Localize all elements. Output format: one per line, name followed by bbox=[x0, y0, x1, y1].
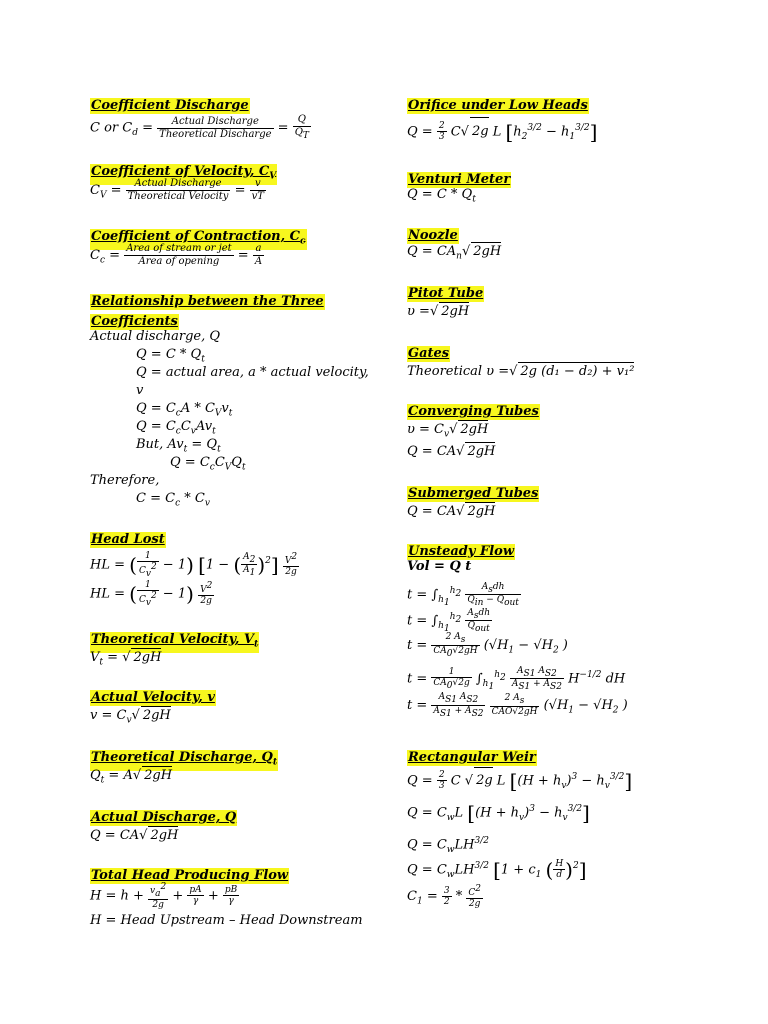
heading: Total Head Producing Flow bbox=[91, 868, 289, 883]
section-rectangular-weir bbox=[407, 746, 537, 766]
formula-venturi: $Q = C * Q_t$ bbox=[407, 187, 476, 205]
formula-head-lost-2: HL = ( $\frac{1}{C_v^2}$ − 1) $\frac{V^2}{2g}$ bbox=[90, 580, 213, 608]
text-line: $Q = C_cC_VQ_t$ bbox=[170, 455, 246, 473]
heading: Coefficient of Contraction, $C_c$ bbox=[90, 229, 307, 250]
heading: Coefficient of Velocity, $C_V$ bbox=[90, 164, 277, 185]
heading: Coefficient Discharge bbox=[91, 98, 249, 113]
heading: Coefficients bbox=[91, 314, 178, 329]
section-converging-tubes bbox=[407, 400, 540, 420]
formula-converging-2: Q = CA√ 2gH bbox=[407, 444, 496, 459]
formula-head-lost-1: HL = ( $\frac{1}{C_v^2}$ − 1) [1 − ( $\frac{A_2}{A_1}$ )$^2$] $\frac{V^2}{2g}$ bbox=[90, 550, 298, 579]
section-pitot-tube bbox=[407, 282, 484, 302]
formula-unsteady-3: t = $\frac{2 A_s}{CA_0√2gH}$ ($√H_1 - √H_2$ ) bbox=[407, 632, 568, 659]
formula-unsteady-2: $t = \int_{h_1}^{h_2}$ $\frac{A_sdh}{Q_{out}}$ bbox=[407, 607, 491, 635]
formula-coefficient-velocity: $C_V$ = $\frac{\text{Actual Discharge}}{\text{Theoretical Velocity}}$ = $\frac{v}{vT}$ bbox=[90, 178, 264, 202]
section-submerged-tubes bbox=[407, 482, 539, 502]
heading: Gates bbox=[408, 346, 450, 361]
formula-unsteady-5: t = $\frac{A_{S1} A_{S2}}{A_{S1} + A_{S2}}$ $\frac{2 A_s}{\text{CAO√2gH}}$ ($√H_1 - √H_2$ ) bbox=[407, 692, 628, 719]
text-line: $Q = C_cC_vAv_t$ bbox=[136, 419, 216, 437]
heading: Relationship between the Three bbox=[91, 294, 324, 309]
formula-submerged: Q = CA√ 2gH bbox=[407, 504, 496, 519]
section-relationship bbox=[90, 290, 325, 330]
text-line: $Q = C_cA * C_Vv_t$ bbox=[136, 401, 233, 419]
formula-coefficient-contraction: $C_c$ = $\frac{\text{Area of stream or jet}}{\text{Area of opening}}$ = $\frac{a}{A}$ bbox=[90, 243, 263, 267]
section-head-lost bbox=[90, 528, 166, 548]
heading: Unsteady Flow bbox=[408, 544, 515, 559]
heading: Actual Velocity, v bbox=[91, 690, 215, 705]
formula-weir-5: $C_1$ = $\frac{3}{2}$ * $\frac{C^2}{2g}$ bbox=[407, 884, 481, 909]
text-line: Q = actual area, a * actual velocity, bbox=[136, 365, 369, 380]
formula-coefficient-discharge: C or $C_d$ = $\frac{\text{Actual Discharge}}{\text{Theoretical Discharge}}$ = $\frac{Q}{Q_T}$ bbox=[90, 114, 309, 141]
formula-unsteady-1: $t = \int_{h_1}^{h_2}$ $\frac{A_sdh}{Q_{in} - Q_{out}}$ bbox=[407, 581, 519, 609]
formula-gates: Theoretical υ =√ 2g (d₁ − d₂) + v₁² bbox=[407, 364, 635, 379]
heading: Actual Discharge, Q bbox=[91, 810, 237, 825]
text-line: $C = C_c * C_v$ bbox=[136, 491, 210, 509]
heading: Converging Tubes bbox=[408, 404, 539, 419]
formula-actual-discharge: Q = CA√ 2gH bbox=[90, 828, 179, 843]
heading: Rectangular Weir bbox=[408, 750, 536, 765]
heading: Theoretical Discharge, $Q_t$ bbox=[90, 750, 278, 771]
section-venturi-meter bbox=[407, 168, 511, 188]
section-coefficient-discharge bbox=[90, 94, 250, 114]
heading: Head Lost bbox=[91, 532, 165, 547]
heading: Noozle bbox=[408, 228, 458, 243]
formula-weir-2: $Q = C_wL$ $[(H + h_v)^3 - h_v^{3/2}]$ bbox=[407, 800, 590, 825]
text-line: $Q = C * Q_t$ bbox=[136, 347, 205, 365]
heading: Orifice under Low Heads bbox=[408, 98, 588, 113]
text-line: v bbox=[136, 383, 144, 398]
formula-noozle: $Q = CA_n√$ 2gH bbox=[407, 244, 502, 262]
section-actual-velocity bbox=[90, 686, 216, 706]
heading: Pitot Tube bbox=[408, 286, 484, 301]
formula-unsteady-vol: Vol = Q t bbox=[407, 559, 472, 574]
formula-total-head: H = h + $\frac{v_a^2}{2g}$ + $\frac{pA}{\gamma}$ + $\frac{pB}{\gamma}$ bbox=[90, 882, 238, 910]
formula-unsteady-4: t = $\frac{1}{CA_0√2g}$ $\int_{h_1}^{h_2}$ $\frac{A_{S1} A_{S2}}{A_{S1} + A_{S2}}$ $H^{-1/2}$ dH bbox=[407, 665, 626, 693]
formula-theoretical-discharge: $Q_t = A√$ 2gH bbox=[90, 768, 173, 786]
formula-theoretical-velocity: $V_t$ = √ 2gH bbox=[90, 650, 162, 668]
formula-weir-3: $Q = C_wLH^{3/2}$ bbox=[407, 836, 489, 855]
text-line: Actual discharge, Q bbox=[90, 329, 221, 344]
formula-weir-1: Q = $\frac{2}{3}$ C √ 2g L $[(H + h_v)^3 - h_v^{3/2}]$ bbox=[407, 768, 633, 793]
text-line: But, $Av_t = Q_t$ bbox=[136, 437, 221, 455]
text-line: Therefore, bbox=[90, 473, 160, 488]
section-total-head bbox=[90, 864, 289, 884]
section-orifice-low-heads bbox=[407, 94, 589, 114]
heading: Theoretical Velocity, $V_t$ bbox=[90, 632, 259, 653]
section-gates bbox=[407, 342, 450, 362]
formula-orifice-low-heads: Q = $\frac{2}{3}$ C√ 2g L $[h_2^{3/2} - h_1^{3/2}]$ bbox=[407, 114, 597, 151]
section-unsteady-flow bbox=[407, 540, 515, 560]
formula-pitot: υ =√ 2gH bbox=[407, 304, 470, 319]
section-noozle bbox=[407, 224, 459, 244]
formula-converging-1: $\upsilon = C_v√$ 2gH bbox=[407, 422, 489, 440]
section-actual-discharge bbox=[90, 806, 237, 826]
formula-weir-4: $Q = C_wLH^{3/2}$ [$1 + c_1$ ( $\frac{H}{d}$ )$^2$] bbox=[407, 857, 587, 882]
heading: Submerged Tubes bbox=[408, 486, 539, 501]
text-line: H = Head Upstream – Head Downstream bbox=[90, 913, 363, 928]
heading: Venturi Meter bbox=[408, 172, 511, 187]
formula-actual-velocity: $v = C_v√$ 2gH bbox=[90, 708, 171, 726]
